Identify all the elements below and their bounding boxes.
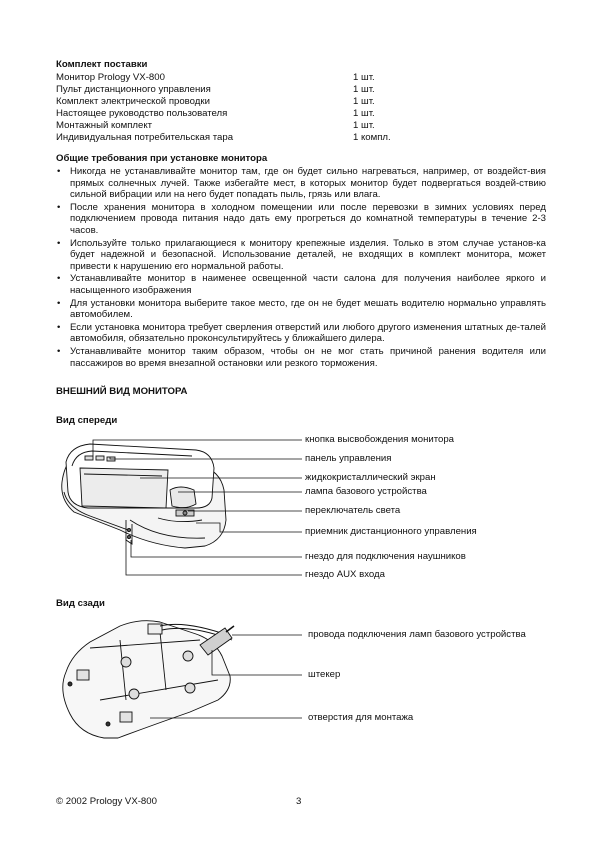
requirement-text: Если установка монитора требует сверления отверстий или любого другого изменения штатных де-талей автомобиля, обязательно проконсультируйтесь у ближайшего дилера. — [70, 321, 546, 345]
bullet-icon: • — [57, 166, 61, 177]
kit-item-qty: 1 шт. — [353, 84, 375, 95]
front-label: панель управления — [305, 453, 392, 464]
front-label: кнопка высвобождения монитора — [305, 434, 455, 445]
requirements-heading: Общие требования при установке монитора — [56, 153, 268, 164]
footer-copyright: © 2002 Prology VX-800 — [56, 796, 157, 807]
exterior-heading: ВНЕШНИЙ ВИД МОНИТОРА — [56, 386, 188, 397]
front-label: лампа базового устройства — [305, 486, 427, 497]
kit-item-qty: 1 шт. — [353, 120, 375, 131]
bullet-icon: • — [57, 297, 61, 309]
kit-item-name: Индивидуальная потребительская тара — [56, 132, 234, 143]
requirement-text: Используйте только прилагающиеся к монитору крепежные изделия. Только в этом случае установ-ка будет надежной и безопасной. Использование деталей, не входящих в комплект монитора, может привести к нарушению его нормальной работы. — [70, 237, 546, 272]
kit-item-qty: 1 шт. — [353, 108, 375, 119]
front-label: переключатель света — [305, 505, 401, 516]
requirement-text: После хранения монитора в холодном помещении или после перевозки в зимних условиях перед подключением провода питания надо дать ему прогреться до комнатной температуры в течение 2-3 часов. — [70, 201, 546, 236]
rear-view-heading: Вид сзади — [56, 598, 105, 609]
kit-item-qty: 1 шт. — [353, 72, 375, 83]
requirement-text: Никогда не устанавливайте монитор там, где он будет сильно нагреваться, например, от воздейст-вия прямых солнечных лучей. Также избегайте мест, в которых монитор будет подвергаться воздей-ствию сильной вибрации или на него будет попадать пыль, грязь или влага. — [70, 166, 546, 201]
page-number: 3 — [296, 796, 302, 807]
kit-item-name: Монитор Prology VX-800 — [56, 72, 165, 83]
kit-item-name: Комплект электрической проводки — [56, 96, 210, 107]
requirement-text: Устанавливайте монитор в наименее освещенной части салона для получения наиболее яркого и насыщенного изображения — [70, 273, 546, 296]
requirement-text: Устанавливайте монитор таким образом, чтобы он не мог стать причиной ранения водителя или пассажиров во время внезапной остановки или резкого торможения. — [70, 345, 546, 369]
kit-item-qty: 1 компл. — [353, 132, 391, 143]
bullet-icon: • — [57, 345, 61, 357]
kit-heading: Комплект поставки — [56, 59, 148, 70]
bullet-icon: • — [57, 273, 61, 285]
bullet-icon: • — [57, 321, 61, 333]
requirement-text: Для установки монитора выберите такое место, где он не будет мешать водителю нормально управлять автомобилем. — [70, 297, 546, 321]
front-label: гнездо для подключения наушников — [305, 551, 466, 562]
front-label: приемник дистанционного управления — [305, 526, 477, 537]
front-view-heading: Вид спереди — [56, 415, 118, 426]
front-label: гнездо AUX входа — [305, 569, 385, 580]
front-label: жидкокристаллический экран — [305, 472, 436, 483]
kit-item-name: Монтажный комплект — [56, 120, 153, 131]
bullet-icon: • — [57, 237, 61, 249]
kit-item-name: Настоящее руководство пользователя — [56, 108, 228, 119]
rear-label: штекер — [308, 669, 341, 680]
bullet-icon: • — [57, 201, 61, 213]
kit-item-qty: 1 шт. — [353, 96, 375, 107]
rear-label: провода подключения ламп базового устройства — [308, 629, 526, 640]
kit-item-name: Пульт дистанционного управления — [56, 84, 211, 95]
rear-label: отверстия для монтажа — [308, 712, 414, 723]
